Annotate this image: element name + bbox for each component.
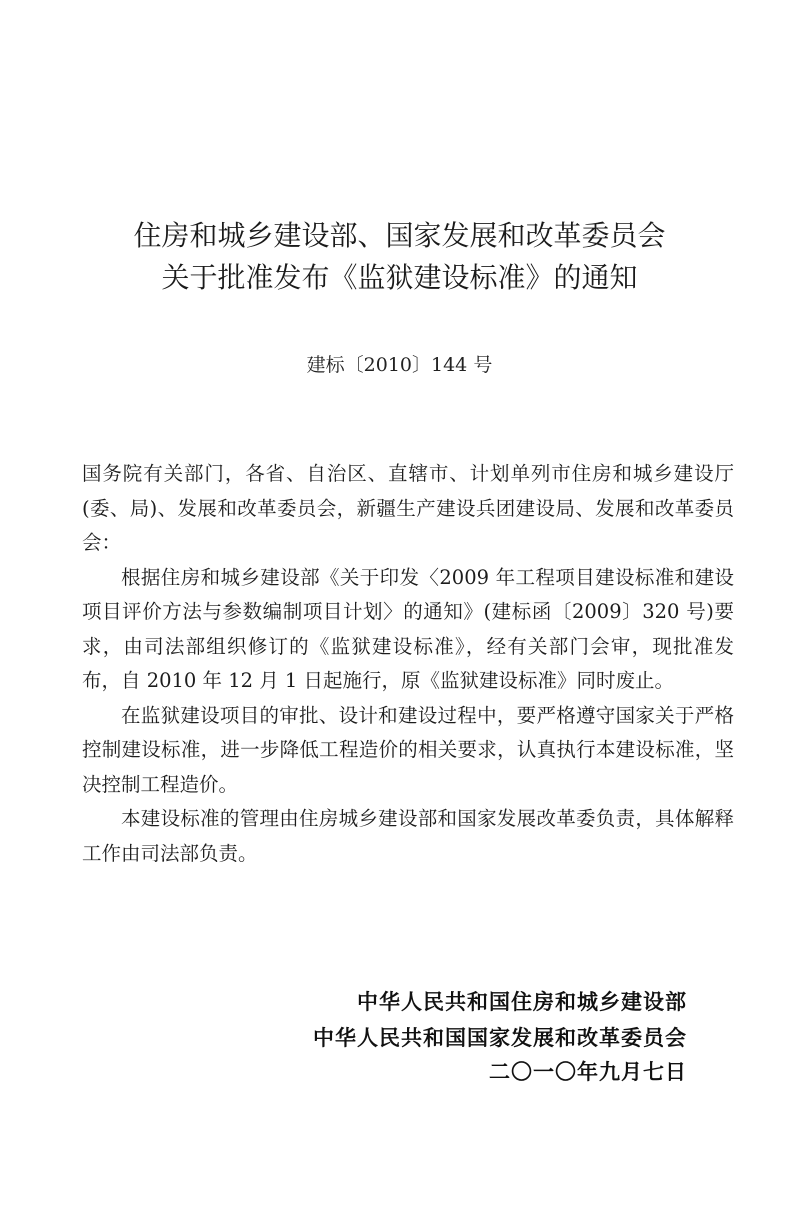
signature-date: 二〇一〇年九月七日: [489, 1060, 687, 1084]
document-number: 建标〔2010〕144 号: [306, 354, 493, 376]
signature-org-1: 中华人民共和国住房和城乡建设部: [357, 990, 687, 1014]
document-body: [82, 457, 734, 871]
document-title-line-1: 住房和城乡建设部、国家发展和改革委员会: [133, 219, 666, 252]
body-paragraph-2: 在监狱建设项目的审批、设计和建设过程中，要严格遵守国家关于严格控制建设标准，进一步降低工程造价的相关要求，认真执行本建设标准，坚决控制工程造价。: [82, 703, 734, 796]
body-paragraph-1: 根据住房和城乡建设部《关于印发〈2009 年工程项目建设标准和建设项目评价方法与参数编制项目计划〉的通知》(建标函〔2009〕320 号)要求，由司法部组织修订的《监狱建设标准》，经有关部门会审，现批准发布，自 2010 年 12 月 1 日起施行，原《监狱建设标准》同时废止。: [82, 565, 734, 692]
addressee-paragraph: 国务院有关部门，各省、自治区、直辖市、计划单列市住房和城乡建设厅(委、局)、发展和改革委员会，新疆生产建设兵团建设局、发展和改革委员会：: [82, 462, 734, 554]
body-paragraph-3: 本建设标准的管理由住房城乡建设部和国家发展改革委负责，具体解释工作由司法部负责。: [82, 807, 734, 865]
signature-org-2: 中华人民共和国国家发展和改革委员会: [313, 1026, 687, 1050]
document-title-line-2: 关于批准发布《监狱建设标准》的通知: [161, 261, 638, 294]
